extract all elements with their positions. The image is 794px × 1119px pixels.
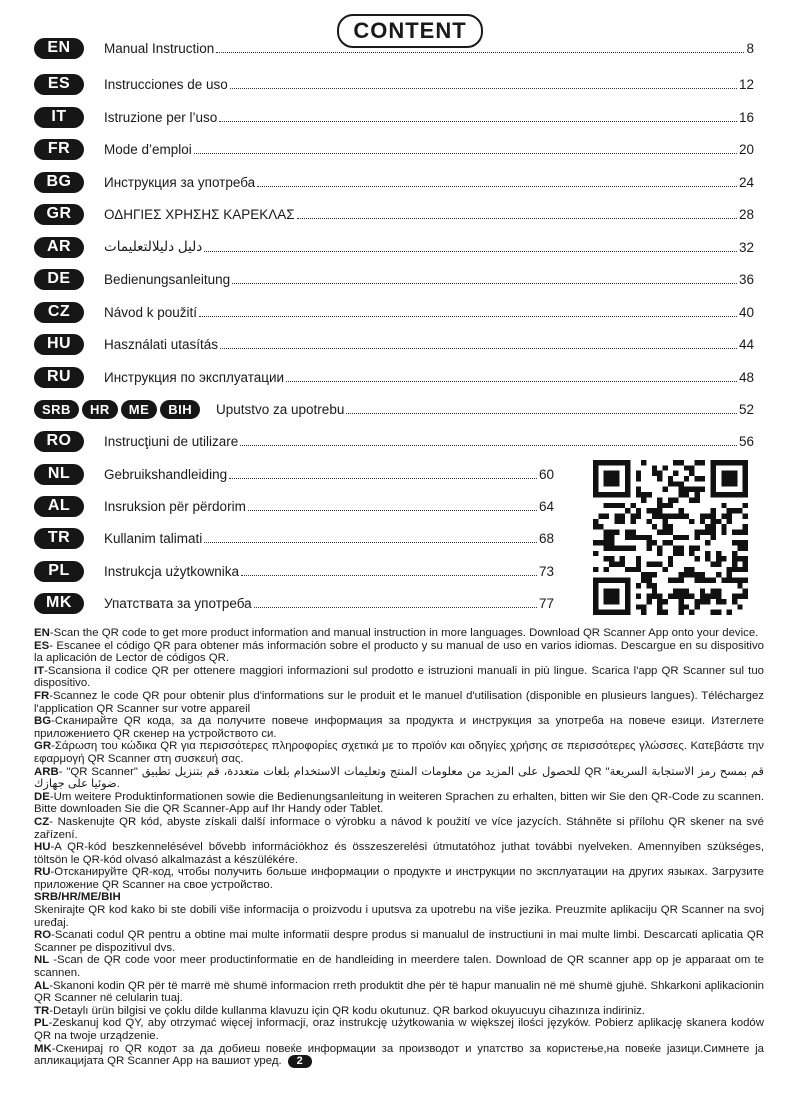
language-badge: MK <box>34 593 84 614</box>
toc-label: Használati utasítás <box>104 336 219 352</box>
language-badge: GR <box>34 204 84 225</box>
toc-page-number: 48 <box>738 369 754 385</box>
language-badge: HR <box>82 400 118 419</box>
language-badge: AL <box>34 496 84 517</box>
qr-instruction-paragraph <box>34 929 764 954</box>
qr-code[interactable] <box>593 460 748 615</box>
qr-instruction-paragraph <box>34 740 764 765</box>
toc-page-number: 73 <box>538 563 554 579</box>
dot-leader <box>216 52 744 53</box>
dot-leader <box>297 218 737 219</box>
instruction-text: -Сканирайте QR кода, за да получите повече информация за продукта и инструкция за употреба на повече езици. Изтеглете приложението QR скенер на устройството си. <box>34 715 764 740</box>
language-code: NL <box>34 954 50 967</box>
language-badge: FR <box>34 139 84 160</box>
language-code: MK <box>34 1042 52 1055</box>
toc-row[interactable] <box>34 36 754 60</box>
toc-label: Bedienungsanleitung <box>104 271 231 287</box>
qr-instruction-paragraph <box>34 665 764 690</box>
toc-row[interactable] <box>34 365 754 389</box>
language-badges <box>34 528 84 549</box>
language-badge: RO <box>34 431 84 452</box>
qr-instruction-paragraph <box>34 980 764 1005</box>
qr-instruction-paragraph <box>34 791 764 816</box>
toc-row[interactable] <box>34 397 754 421</box>
dot-leader <box>241 575 537 576</box>
qr-instruction-paragraph <box>34 640 764 665</box>
toc-label: Kullanim talimati <box>104 530 203 546</box>
instruction-text: -Scansiona il codice QR per ottenere maggiori informazioni sul prodotto e istruzioni manuali in più lingue. Scarica l'app QR Scanner sul tuo dispositivo. <box>34 664 764 690</box>
language-code: AL <box>34 979 50 992</box>
dot-leader <box>219 121 737 122</box>
instruction-text: -Скенирај го QR кодот за да добиеш повеќе информации за производот и упатство за користење,на повеќе јазици.Симнете ја апликацијата QR Scanner App на вашиот уред. <box>34 1042 764 1068</box>
qr-instruction-paragraph <box>34 1017 764 1042</box>
toc-row[interactable] <box>34 235 754 259</box>
qr-instruction-paragraph <box>34 904 764 929</box>
language-badges <box>34 593 84 614</box>
dot-leader <box>286 381 737 382</box>
qr-instruction-paragraph <box>34 627 764 640</box>
dot-leader <box>194 153 737 154</box>
toc-label: Instrucciones de uso <box>104 76 228 92</box>
toc-label: Инструкция по эксплуатации <box>104 369 285 385</box>
toc-page-number: 24 <box>738 174 754 190</box>
language-badge: DE <box>34 269 84 290</box>
dot-leader <box>346 413 737 414</box>
language-badges <box>34 204 84 225</box>
toc-label: Инструкция за употреба <box>104 174 256 190</box>
language-code: DE <box>34 790 50 803</box>
toc-page-number: 8 <box>746 40 754 56</box>
dot-leader <box>220 348 737 349</box>
dot-leader <box>204 251 737 252</box>
qr-instruction-paragraph <box>34 766 764 791</box>
language-badges <box>34 464 84 485</box>
toc-row[interactable] <box>34 332 754 356</box>
toc-page-number: 44 <box>738 336 754 352</box>
toc-label: Manual Instruction <box>104 40 215 56</box>
toc-page-number: 32 <box>738 239 754 255</box>
language-badge: ES <box>34 74 84 95</box>
qr-instruction-paragraph <box>34 715 764 740</box>
qr-instruction-paragraph <box>34 841 764 866</box>
language-badges <box>34 237 84 258</box>
toc-page-number: 28 <box>738 206 754 222</box>
instruction-text: -Отсканируйте QR-код, чтобы получить больше информации о продукте и инструкции по эксплуатации на других языках. Загрузите приложение QR Scanner на свое устройство. <box>34 866 764 891</box>
instruction-text: -Scan de QR code voor meer productinformatie en de handleiding in meerdere talen. Download de QR scanner app op je apparaat om te scannen. <box>34 954 764 980</box>
language-badge: ME <box>121 400 158 419</box>
language-code: BG <box>34 715 52 728</box>
dot-leader <box>229 478 537 479</box>
toc-label: Упатствата за употреба <box>104 595 252 611</box>
language-badge: AR <box>34 237 84 258</box>
toc-row[interactable] <box>34 429 754 453</box>
toc-label: Instrucţiuni de utilizare <box>104 433 239 449</box>
toc-label: Istruzione per l’uso <box>104 109 218 125</box>
toc-row[interactable] <box>34 105 754 129</box>
instruction-text: -Σάρωση του κώδικα QR για περισσότερες πληροφορίες σχετικά με το προϊόν και οδηγίες χρήσης σε περισσότερες γλώσσες. Κατεβάστε την εφαρμογή QR Scanner στη συσκευή σας. <box>34 740 764 765</box>
language-badge: BG <box>34 172 84 193</box>
language-badge: IT <box>34 107 84 128</box>
toc-label: ΟΔΗΓΙΕΣ ΧΡΗΣΗΣ ΚΑΡΕΚΛΑΣ <box>104 206 295 222</box>
language-badges <box>34 107 84 128</box>
language-badge: PL <box>34 561 84 582</box>
instruction-text: -Detaylı ürün bilgisi ve çoklu dilde kullanma klavuzu için QR kodu okutunuz. QR barkod okuyucuyu cihazınıza indiriniz. <box>49 1004 645 1017</box>
instruction-text: -Scanati codul QR pentru a obtine mai multe informatii despre produs si manualul de instructiuni in mai multe limbi. Descarcati aplicatia QR Scanner pe dispozitivul dvs. <box>34 929 764 954</box>
language-code: PL <box>34 1017 49 1030</box>
qr-instruction-paragraph <box>34 816 764 841</box>
language-badges <box>34 496 84 517</box>
toc-page-number: 20 <box>738 141 754 157</box>
toc-page-number: 40 <box>738 304 754 320</box>
language-badges <box>34 431 84 452</box>
toc-label: Mode d’emploi <box>104 141 192 157</box>
language-badges <box>34 367 84 388</box>
language-badge: TR <box>34 528 84 549</box>
language-badges <box>34 561 84 582</box>
toc-page-number: 52 <box>738 401 754 417</box>
language-badges <box>34 139 84 160</box>
instruction-text: - "QR Scanner" للحصول على المزيد من معلومات المنتج وتعليمات الاستخدام بلغات متعددة، قم بتنزيل تطبيق QR "قم بمسح رمز الاستجابة السريعة ضوئيا على جهازك. <box>34 765 764 791</box>
instruction-text: -Scan the QR code to get more product information and manual instruction in more languages. Download QR Scanner App onto your device. <box>49 627 759 639</box>
page-number: 2 <box>288 1055 312 1068</box>
instruction-text: -Um weitere Produktinformationen sowie die Bedienungsanleitung in weiteren Sprachen zu erhalten, bitten wir Sie den QR-Code zu scannen. Bitte downloaden Sie die QR Scanner-App auf Ihr Handy oder Tablet. <box>34 790 764 816</box>
language-badges <box>34 74 84 95</box>
toc-row[interactable] <box>34 170 754 194</box>
instruction-text: - Escanee el código QR para obtener más información sobre el producto y su manual de uso en varios idiomas. Descargue en su dispositivo la aplicación de Lector de códigos QR. <box>34 639 764 665</box>
instruction-text: -A QR-kód beszkennelésével bővebb információkhoz és összeszerelési útmutatóhoz juthat további nyelveken. Amennyiben szükséges, töltsön le QR-kód olvasó alkalmazást a készülékére. <box>34 841 764 866</box>
language-badge: RU <box>34 367 84 388</box>
instruction-text: -Scannez le code QR pour obtenir plus d'informations sur le produit et le manuel d'utilisation (disponible en plusieurs langues). Téléchargez l'application QR Scanner sur votre appareil <box>34 689 764 715</box>
qr-instruction-paragraph <box>34 954 764 979</box>
toc-row[interactable] <box>34 137 754 161</box>
qr-instruction-paragraph <box>34 1043 764 1069</box>
toc-page-number: 36 <box>738 271 754 287</box>
toc-row[interactable] <box>34 202 754 226</box>
language-badges <box>34 334 84 355</box>
toc-page-number: 16 <box>738 109 754 125</box>
toc-label: Gebruikshandleiding <box>104 466 228 482</box>
language-badges <box>34 400 200 419</box>
language-badge: EN <box>34 38 84 59</box>
language-code: EN <box>34 627 50 639</box>
instruction-text: - Naskenujte QR kód, abyste získali další informace o výrobku a návod k použití ve více jazycích. Stáhněte si přílohu QR skener na své zařízení. <box>34 815 764 841</box>
toc-label: Návod k použití <box>104 304 198 320</box>
language-code: RO <box>34 929 52 942</box>
language-code: FR <box>34 689 50 702</box>
dot-leader <box>232 283 737 284</box>
language-badges <box>34 302 84 323</box>
language-code: HU <box>34 841 51 854</box>
dot-leader <box>254 607 537 608</box>
language-badge: BIH <box>160 400 200 419</box>
language-badge: SRB <box>34 400 79 419</box>
dot-leader <box>230 88 737 89</box>
toc-page-number: 60 <box>538 466 554 482</box>
qr-instruction-paragraph <box>34 690 764 715</box>
qr-instruction-paragraph <box>34 866 764 891</box>
language-code: ARB <box>34 765 59 778</box>
toc-label: دليل دليلالتعليمات <box>104 239 203 254</box>
instruction-text: -Zeskanuj kod QY, aby otrzymać więcej informacji, oraz instrukcję użytkowania w większej ilości języków. Pobierz aplikację skanera kodów QR na twoje urządzenie. <box>34 1017 764 1042</box>
qr-instruction-paragraph <box>34 891 764 904</box>
content-title: CONTENT <box>337 14 483 48</box>
toc-page-number: 64 <box>538 498 554 514</box>
toc-page-number: 12 <box>738 76 754 92</box>
instruction-text: -Skanoni kodin QR për të marrë më shumë informacion rreth produktit dhe për të hapur manualin në më shumë gjuhë. Shkarkoni aplikacionin QR Scanner në celularin tuaj. <box>34 979 764 1005</box>
toc-row[interactable] <box>34 300 754 324</box>
dot-leader <box>204 542 537 543</box>
dot-leader <box>257 186 737 187</box>
qr-instruction-paragraph <box>34 1005 764 1018</box>
language-code: GR <box>34 740 52 753</box>
toc-label: Instrukcja użytkownika <box>104 563 240 579</box>
language-code: RU <box>34 866 51 879</box>
language-code: SRB/HR/ME/BIH <box>34 891 121 904</box>
language-badge: CZ <box>34 302 84 323</box>
dot-leader <box>199 316 737 317</box>
language-code: ES <box>34 639 50 652</box>
language-badges <box>34 269 84 290</box>
language-badge: NL <box>34 464 84 485</box>
toc-row[interactable] <box>34 267 754 291</box>
language-code: IT <box>34 664 45 677</box>
language-badges <box>34 172 84 193</box>
toc-row[interactable] <box>34 72 754 96</box>
toc-label: Uputstvo za upotrebu <box>216 401 345 417</box>
language-badges <box>34 38 84 59</box>
toc-page-number: 56 <box>738 433 754 449</box>
toc-label: Insruksion për përdorim <box>104 498 246 514</box>
language-badge: HU <box>34 334 84 355</box>
language-code: CZ <box>34 815 50 828</box>
dot-leader <box>240 445 737 446</box>
qr-instructions <box>34 627 764 1068</box>
dot-leader <box>248 510 537 511</box>
toc-page-number: 68 <box>538 530 554 546</box>
toc-page-number: 77 <box>538 595 554 611</box>
language-code: TR <box>34 1004 50 1017</box>
instruction-text: Skenirajte QR kod kako bi ste dobili više informacija o proizvodu i uputsva za upotrebu na više jezika. Preuzmite aplikaciju QR Scanner na svoj uređaj. <box>34 904 764 929</box>
